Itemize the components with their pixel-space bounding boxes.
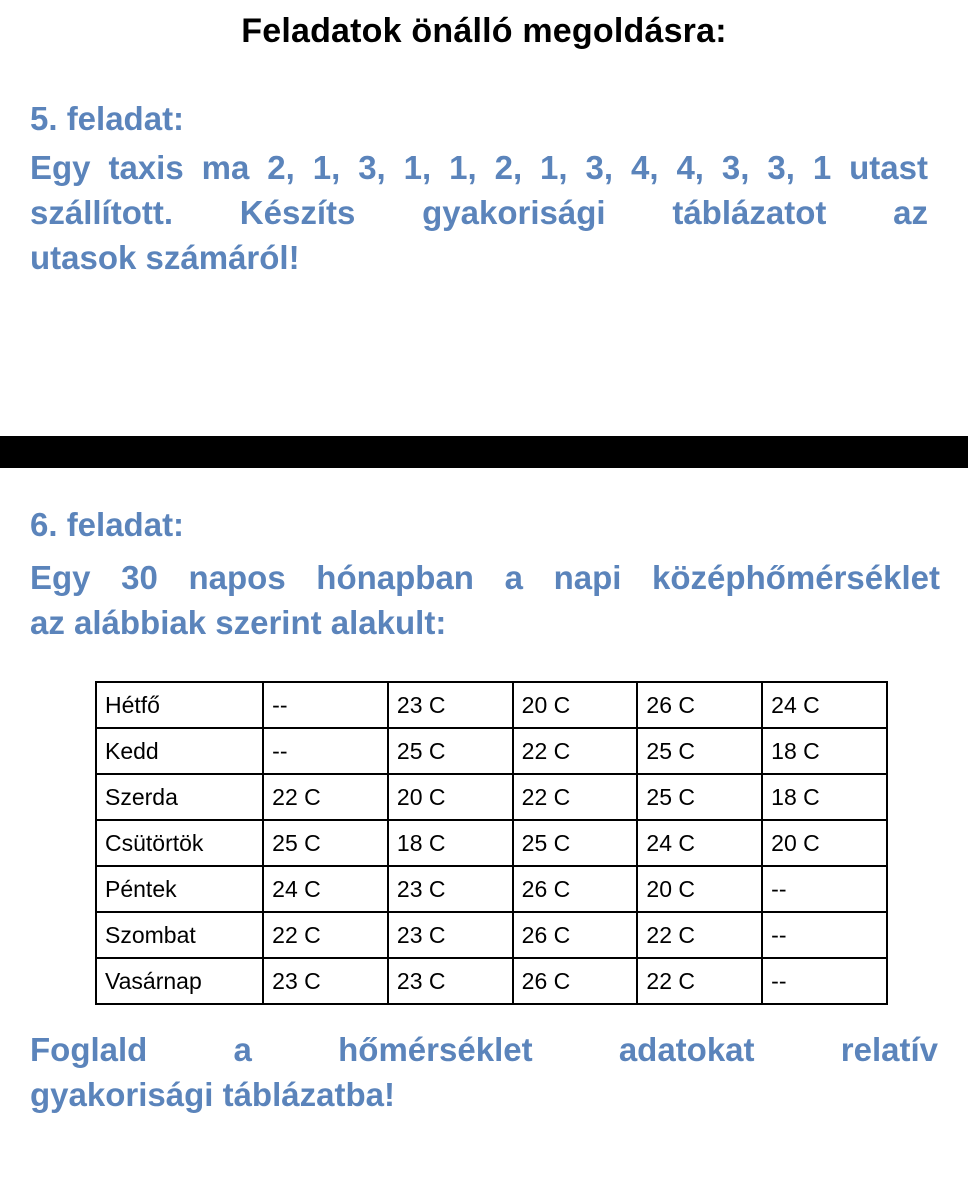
task5-text — [30, 145, 928, 280]
table-cell-day: Hétfő — [96, 682, 263, 728]
table-cell-day: Csütörtök — [96, 820, 263, 866]
task5-line-3: utasok számáról! — [30, 239, 300, 276]
table-row — [96, 820, 887, 866]
table-cell-day: Szombat — [96, 912, 263, 958]
task6-footer-line-2: gyakorisági táblázatba! — [30, 1076, 395, 1113]
table-cell-temperature: 20 C — [388, 774, 513, 820]
table-cell-temperature: 24 C — [637, 820, 762, 866]
task6-line-2: az alábbiak szerint alakult: — [30, 604, 447, 641]
table-cell-temperature: 22 C — [513, 774, 638, 820]
table-cell-temperature: 20 C — [637, 866, 762, 912]
temperature-table — [95, 681, 888, 1005]
page-title: Feladatok önálló megoldásra: — [241, 12, 727, 50]
table-cell-temperature: 22 C — [637, 912, 762, 958]
table-cell-temperature: 22 C — [513, 728, 638, 774]
table-row — [96, 866, 887, 912]
table-cell-temperature: 22 C — [263, 912, 388, 958]
table-cell-temperature: 26 C — [513, 912, 638, 958]
table-row — [96, 682, 887, 728]
table-cell-temperature: -- — [263, 728, 388, 774]
table-cell-temperature: 20 C — [513, 682, 638, 728]
table-cell-temperature: 18 C — [388, 820, 513, 866]
table-cell-temperature: 24 C — [762, 682, 887, 728]
table-cell-temperature: 23 C — [388, 682, 513, 728]
task6-footer — [30, 1027, 938, 1117]
task5-heading: 5. feladat: — [30, 100, 185, 137]
task6-heading: 6. feladat: — [30, 506, 185, 543]
table-cell-temperature: 25 C — [513, 820, 638, 866]
table-cell-temperature: 26 C — [513, 958, 638, 1004]
table-cell-day: Vasárnap — [96, 958, 263, 1004]
table-cell-temperature: 18 C — [762, 728, 887, 774]
table-cell-day: Kedd — [96, 728, 263, 774]
table-cell-temperature: 24 C — [263, 866, 388, 912]
table-row — [96, 774, 887, 820]
table-cell-temperature: 25 C — [637, 728, 762, 774]
table-row — [96, 728, 887, 774]
table-cell-temperature: -- — [762, 866, 887, 912]
table-cell-temperature: 26 C — [513, 866, 638, 912]
table-cell-temperature: 26 C — [637, 682, 762, 728]
table-cell-temperature: 23 C — [263, 958, 388, 1004]
task6-footer-line-1: Foglald a hőmérséklet adatokat relatív — [30, 1031, 938, 1068]
table-row — [96, 912, 887, 958]
table-cell-temperature: 20 C — [762, 820, 887, 866]
table-cell-day: Péntek — [96, 866, 263, 912]
table-cell-temperature: 22 C — [263, 774, 388, 820]
table-cell-temperature: 25 C — [388, 728, 513, 774]
table-cell-day: Szerda — [96, 774, 263, 820]
task6-text — [30, 555, 940, 645]
section-divider-bar — [0, 436, 968, 468]
table-cell-temperature: -- — [263, 682, 388, 728]
task5-line-1: Egy taxis ma 2, 1, 3, 1, 1, 2, 1, 3, 4, 4, 3, 3, 1 utast — [30, 149, 928, 186]
table-cell-temperature: 23 C — [388, 958, 513, 1004]
table-cell-temperature: 23 C — [388, 866, 513, 912]
table-cell-temperature: -- — [762, 912, 887, 958]
task6-line-1: Egy 30 napos hónapban a napi középhőmérséklet — [30, 559, 940, 596]
table-row — [96, 958, 887, 1004]
table-cell-temperature: 22 C — [637, 958, 762, 1004]
task5-line-2: szállított. Készíts gyakorisági táblázatot az — [30, 194, 928, 231]
table-cell-temperature: 18 C — [762, 774, 887, 820]
table-cell-temperature: 25 C — [637, 774, 762, 820]
table-cell-temperature: 23 C — [388, 912, 513, 958]
table-cell-temperature: -- — [762, 958, 887, 1004]
table-cell-temperature: 25 C — [263, 820, 388, 866]
